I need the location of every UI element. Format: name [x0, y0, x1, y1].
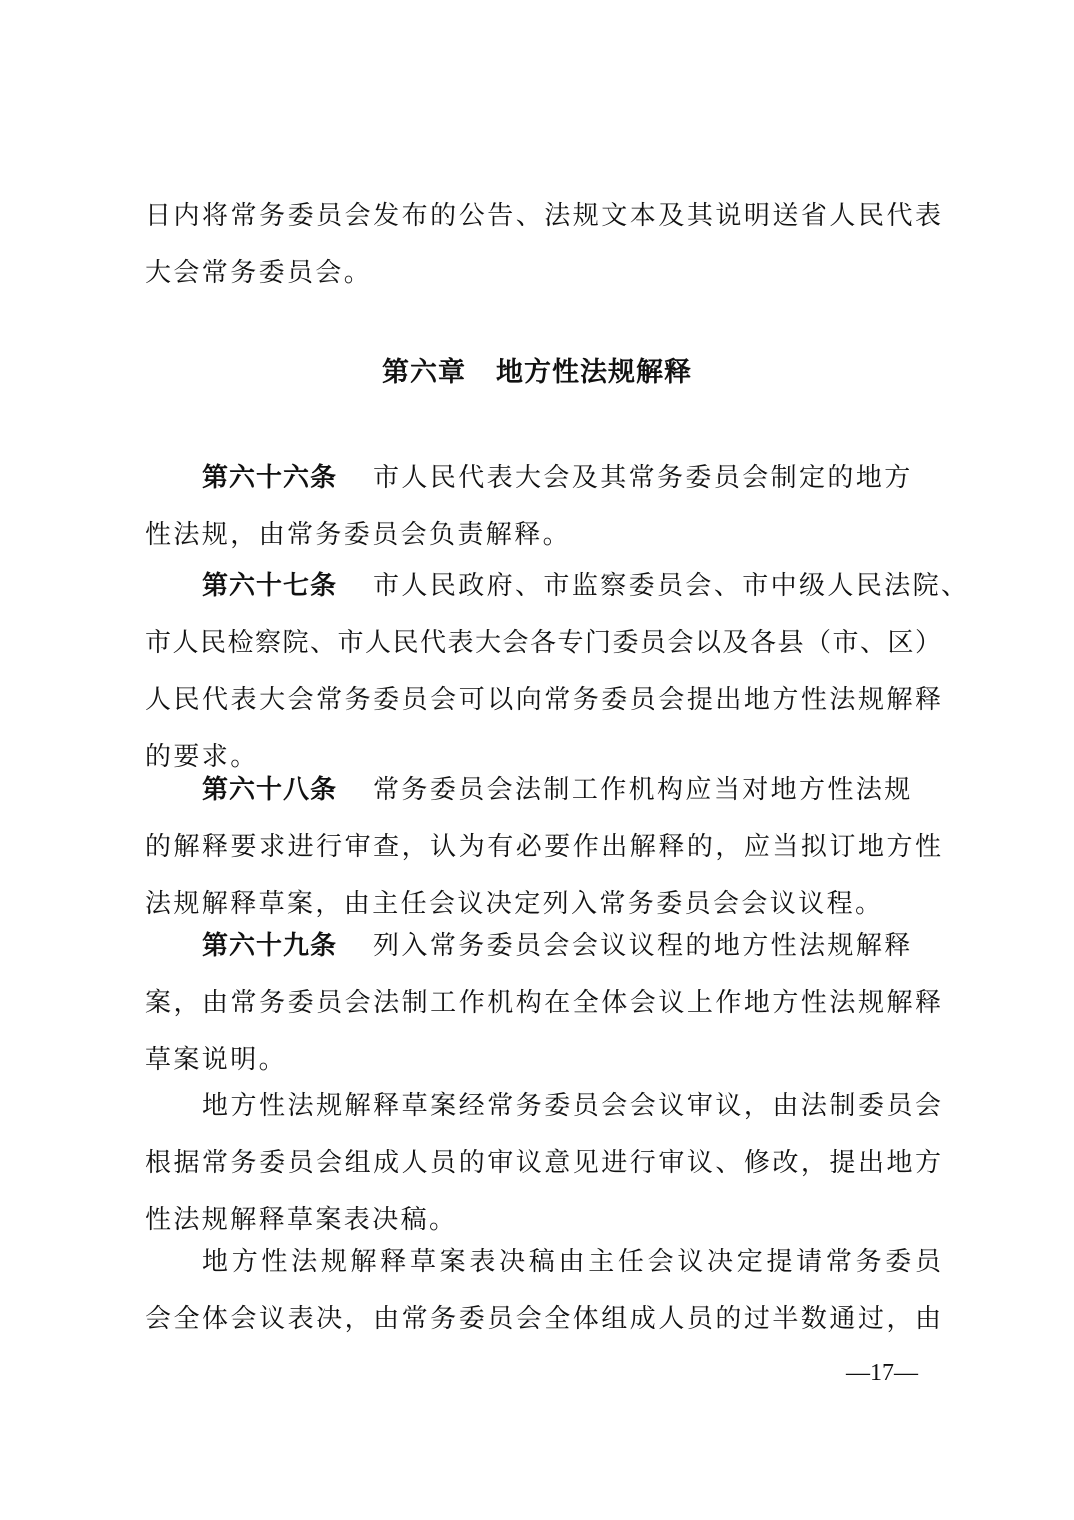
text-line: 性法规，由常务委员会负责解释。 [145, 520, 572, 550]
article-69 [145, 918, 941, 1089]
text-line: 法规解释草案，由主任会议决定列入常务委员会会议议程。 [145, 889, 884, 919]
article-first-line [145, 558, 970, 615]
chapter-number: 第六章 [382, 357, 466, 388]
text-line: 日内将常务委员会发布的公告、法规文本及其说明送省人民代表 [145, 201, 941, 231]
text-line: 根据常务委员会组成人员的审议意见进行审议、修改，提出地方 [145, 1148, 941, 1178]
text-line: 案，由常务委员会法制工作机构在全体会议上作地方性法规解释 [145, 988, 941, 1018]
paragraph [145, 1078, 941, 1249]
text-line: 人民代表大会常务委员会可以向常务委员会提出地方性法规解释 [145, 685, 941, 715]
page-number: —17— [846, 1360, 918, 1386]
paragraph-first-line: 地方性法规解释草案表决稿由主任会议决定提请常务委员 [202, 1247, 941, 1277]
text-line: 会全体会议表决，由常务委员会全体组成人员的过半数通过，由 [145, 1304, 941, 1334]
text-line: 大会常务委员会。 [145, 258, 373, 288]
article-first-line [145, 918, 941, 975]
article-67 [145, 558, 970, 786]
text-line: 的要求。 [145, 742, 259, 772]
text-line: 的解释要求进行审查，认为有必要作出解释的，应当拟订地方性 [145, 832, 941, 862]
chapter-title: 地方性法规解释 [496, 357, 692, 388]
article-label: 第六十九条 [202, 931, 338, 961]
article-first-line [145, 762, 941, 819]
article-label: 第六十八条 [202, 775, 338, 805]
article-first-line [145, 450, 941, 507]
article-text: 常务委员会法制工作机构应当对地方性法规 [373, 775, 913, 805]
article-68 [145, 762, 941, 933]
article-text: 市人民政府、市监察委员会、市中级人民法院、 [373, 571, 970, 601]
continuation-paragraph [145, 188, 941, 302]
paragraph [145, 1234, 941, 1348]
chapter-heading [0, 348, 1074, 398]
article-text: 列入常务委员会会议议程的地方性法规解释 [373, 931, 913, 961]
text-line: 市人民检察院、市人民代表大会各专门委员会以及各县（市、区） [145, 628, 941, 658]
text-line: 草案说明。 [145, 1045, 288, 1075]
article-66 [145, 450, 941, 564]
article-text: 市人民代表大会及其常务委员会制定的地方 [373, 463, 913, 493]
paragraph-first-line: 地方性法规解释草案经常务委员会会议审议，由法制委员会 [202, 1091, 941, 1121]
article-label: 第六十七条 [202, 571, 338, 601]
text-line: 性法规解释草案表决稿。 [145, 1205, 458, 1235]
article-label: 第六十六条 [202, 463, 338, 493]
